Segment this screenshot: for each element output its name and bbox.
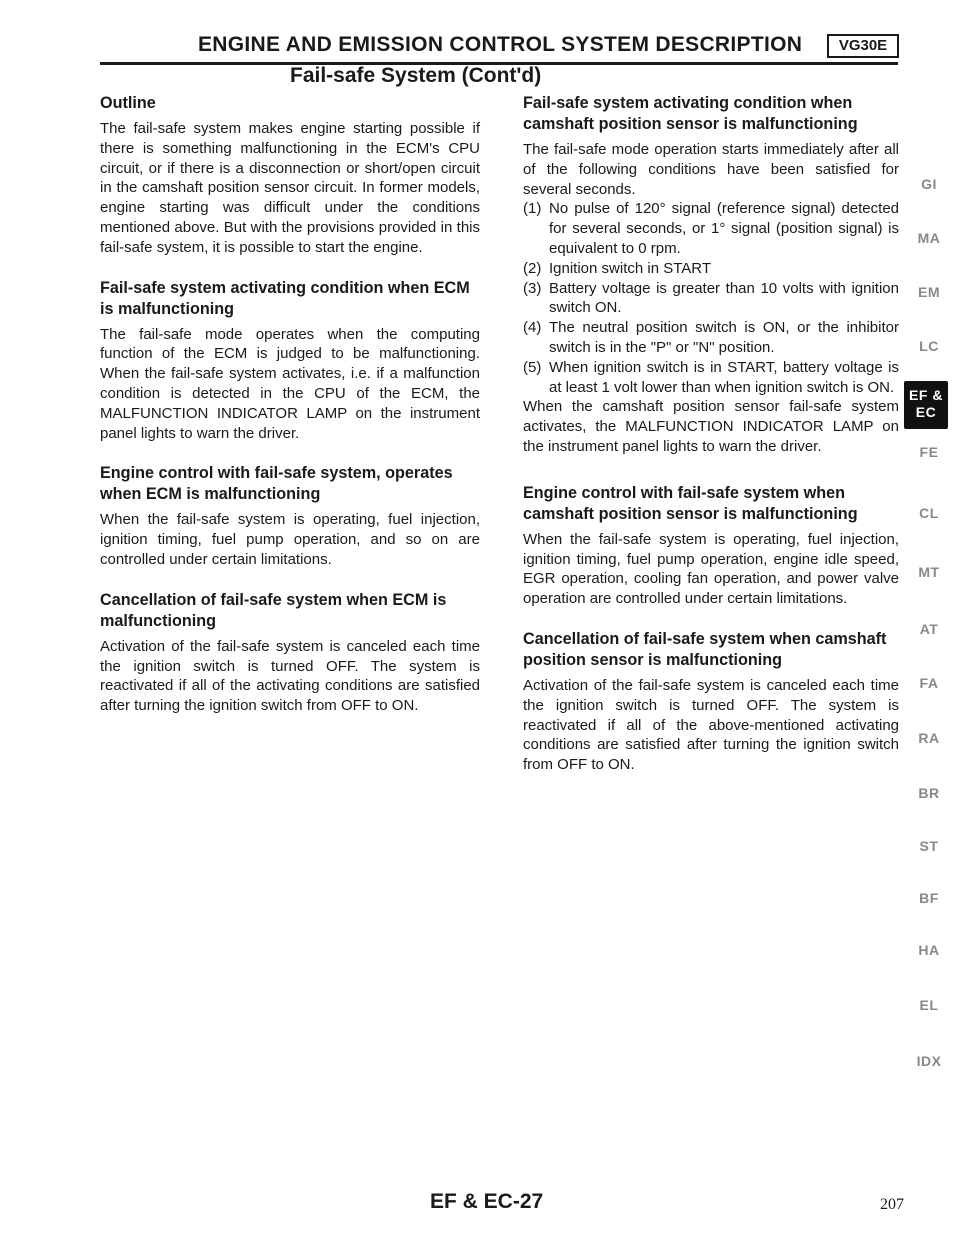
- condition-text: When ignition switch is in START, battery voltage is at least 1 volt lower than when ignition switch is ON.: [549, 358, 899, 396]
- section-heading: Engine control with fail-safe system when camshaft position sensor is malfunctioning: [523, 483, 858, 523]
- tab-el[interactable]: EL: [919, 997, 939, 1013]
- left-column: [100, 93, 480, 736]
- condition-number: (5): [523, 358, 542, 376]
- tab-fa[interactable]: FA: [919, 675, 939, 691]
- page-number: 207: [880, 1196, 904, 1213]
- condition-item: [523, 318, 899, 358]
- section-ecm-activating: [100, 278, 480, 444]
- tab-idx[interactable]: IDX: [916, 1053, 942, 1069]
- right-column: [523, 93, 899, 795]
- tab-st[interactable]: ST: [919, 838, 939, 854]
- engine-model-badge: VG30E: [827, 34, 899, 58]
- condition-text: Battery voltage is greater than 10 volts with ignition switch ON.: [549, 279, 899, 317]
- section-intro: The fail-safe mode operation starts immediately after all of the following conditions have been satisfied for several seconds.: [523, 141, 899, 198]
- section-heading: Fail-safe system activating condition when ECM is malfunctioning: [100, 278, 470, 318]
- tab-ma[interactable]: MA: [917, 230, 941, 246]
- tab-ha[interactable]: HA: [918, 942, 940, 958]
- section-outro: When the camshaft position sensor fail-safe system activates, the MALFUNCTION INDICATOR LAMP on the instrument panel lights to warn the driver.: [523, 398, 899, 455]
- section-heading: Engine control with fail-safe system, operates when ECM is malfunctioning: [100, 464, 453, 504]
- tab-lc[interactable]: LC: [919, 338, 939, 354]
- condition-number: (1): [523, 200, 542, 218]
- condition-item: [523, 279, 899, 319]
- tab-cl[interactable]: CL: [919, 505, 939, 521]
- condition-item: [523, 199, 899, 258]
- section-body: When the fail-safe system is operating, fuel injection, ignition timing, fuel pump operation, engine idle speed, EGR operation, cooling fan operation, and power valve operation are controlled under certain limitations.: [523, 530, 899, 608]
- condition-number: (3): [523, 279, 542, 297]
- section-body: The fail-safe system makes engine starting possible if there is something malfunctioning in the ECM's CPU circuit, or if there is a disconnection or short/open circuit in the camshaft position sensor circuit. In former models, engine starting was difficult under the conditions mentioned above. But with the provisions provided in this fail-safe system, it is possible to start the engine.: [100, 120, 480, 256]
- section-cmp-activating: [523, 93, 899, 457]
- conditions-list: [523, 199, 899, 397]
- condition-item: [523, 259, 899, 279]
- section-body: Activation of the fail-safe system is canceled each time the ignition switch is turned OFF. The system is reactivated if all of the activating conditions are satisfied after turning the ignition switch from OFF to ON.: [100, 637, 480, 715]
- section-outline: [100, 93, 480, 258]
- tab-mt[interactable]: MT: [918, 564, 940, 580]
- tab-ef-ec-active[interactable]: EF & EC: [904, 381, 948, 429]
- page-subtitle: Fail-safe System (Cont'd): [290, 64, 542, 87]
- section-cmp-cancellation: [523, 629, 899, 775]
- condition-item: [523, 358, 899, 398]
- condition-text: No pulse of 120° signal (reference signal) detected for several seconds, or 1° signal (position signal) is equivalent to 0 rpm.: [549, 200, 899, 257]
- section-heading: Cancellation of fail-safe system when ECM is malfunctioning: [100, 590, 447, 630]
- tab-em[interactable]: EM: [918, 284, 940, 300]
- section-ecm-cancellation: [100, 590, 480, 716]
- tab-gi[interactable]: GI: [921, 176, 937, 192]
- tab-br[interactable]: BR: [918, 785, 940, 801]
- tab-at[interactable]: AT: [919, 621, 939, 637]
- section-body: When the fail-safe system is operating, fuel injection, ignition timing, fuel pump operation, and so on are controlled under certain limitations.: [100, 511, 480, 568]
- condition-text: The neutral position switch is ON, or the inhibitor switch is in the "P" or "N" position.: [549, 319, 899, 356]
- tab-bf[interactable]: BF: [919, 890, 939, 906]
- tab-ra[interactable]: RA: [918, 730, 940, 746]
- section-cmp-engine-control: [523, 483, 899, 609]
- condition-number: (2): [523, 259, 542, 277]
- section-tab-index: [900, 0, 960, 1242]
- section-heading: Outline: [100, 94, 156, 112]
- section-page-label: EF & EC-27: [430, 1190, 544, 1213]
- condition-text: Ignition switch in START: [549, 259, 712, 277]
- section-body: Activation of the fail-safe system is canceled each time the ignition switch is turned OFF. The system is reactivated if all of the above-mentioned activating conditions are satisfied after turning the ignition switch from OFF to ON.: [523, 676, 899, 774]
- section-heading: Fail-safe system activating condition when camshaft position sensor is malfunctioning: [523, 94, 858, 133]
- section-body: The fail-safe mode operates when the computing function of the ECM is judged to be malfunctioning. When the fail-safe system activates, i.e. if a malfunction condition is detected in the CPU of the ECM, the MALFUNCTION INDICATOR LAMP on the instrument panel lights to warn the driver.: [100, 325, 480, 442]
- section-ecm-engine-control: [100, 463, 480, 569]
- tab-fe[interactable]: FE: [919, 444, 939, 460]
- section-heading: Cancellation of fail-safe system when camshaft position sensor is malfunctioning: [523, 629, 887, 669]
- page-header-title: ENGINE AND EMISSION CONTROL SYSTEM DESCRIPTION: [198, 33, 803, 56]
- condition-number: (4): [523, 319, 542, 337]
